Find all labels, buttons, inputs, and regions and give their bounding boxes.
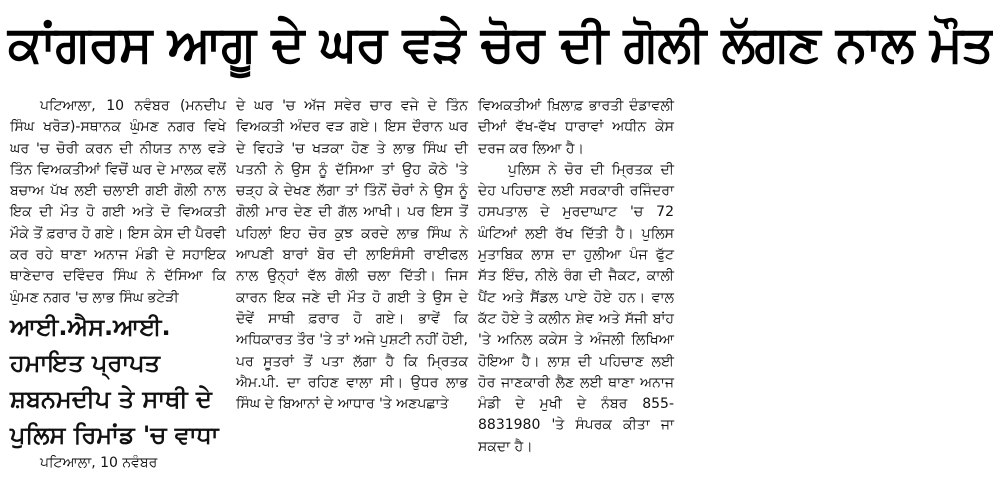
article-paragraph: ਪੁਲਿਸ ਨੇ ਚੋਰ ਦੀ ਮ੍ਰਿਤਕ ਦੀ ਦੇਹ ਪਹਿਚਾਣ ਲਈ ਸਰਕਾਰੀ ਰਜਿੰਦਰਾ ਹਸਪਤਾਲ ਦੇ ਮੁਰਦਾਘਾਟ 'ਚ 72 ਘੰਟਿਆਂ ਲਈ ਰੱਖ ਦਿੱਤੀ ਹੈ। ਪੁਲਿਸ ਮੁਤਾਬਿਕ ਲਾਸ਼ ਦਾ ਹੁਲੀਆ ਪੰਜ ਫੁੱਟ ਸੱਤ ਇੰਚ, ਨੀਲੇ ਰੰਗ ਦੀ ਜੈਕਟ, ਕਾਲੀ ਪੈਂਟ ਅਤੇ ਸੈਂਡਲ ਪਾਏ ਹੋਏ ਹਨ। ਵਾਲ ਕੱਟ ਹੋਏ ਤੇ ਕਲੀਨ ਸ਼ੇਵ ਅਤੇ ਸੱਜੀ ਬਾਂਹ 'ਤੇ ਅਨਿਲ ਕਕੇਸ ਤੇ ਅੰਜਲੀ ਲਿਖਿਆ ਹੋਇਆ ਹੈ। ਲਾਸ਼ ਦੀ ਪਹਿਚਾਣ ਲਈ ਹੋਰ ਜਾਣਕਾਰੀ ਲੈਣ ਲਈ ਥਾਣਾ ਅਨਾਜ ਮੰਡੀ ਦੇ ਮੁਖੀ ਦੇ ਨੰਬਰ 855-8831980 'ਤੇ ਸੰਪਰਕ ਕੀਤਾ ਜਾ ਸਕਦਾ ਹੈ। (478, 161, 674, 455)
article-paragraph: ਪਟਿਆਲਾ, 10 ਨਵੰਬਰ (ਮਨਦੀਪ ਸਿੰਘ ਖਰੋੜ)-ਸਥਾਨਕ ਘੁੰਮਣ ਨਗਰ ਵਿਖੇ ਘਰ 'ਚ ਚੋਰੀ ਕਰਨ ਦੀ ਨੀਯਤ ਨਾਲ ਵੜੇ ਤਿੰਨ ਵਿਅਕਤੀਆਂ ਵਿਚੋਂ ਘਰ ਦੇ ਮਾਲਕ ਵਲੋਂ ਬਚਾਅ ਪੱਖ ਲਈ ਚਲਾਈ ਗਈ ਗੋਲੀ ਨਾਲ ਇਕ ਦੀ ਮੌਤ ਹੋ ਗਈ ਅਤੇ ਦੋ ਵਿਅਕਤੀ ਮੌਕੇ ਤੋਂ ਫ਼ਰਾਰ ਹੋ ਗਏ। ਇਸ ਕੇਸ ਦੀ ਪੈਰਵੀ ਕਰ ਰਹੇ ਥਾਣਾ ਅਨਾਜ ਮੰਡੀ ਦੇ ਸਹਾਇਕ ਥਾਣੇਦਾਰ ਦਵਿੰਦਰ ਸਿੰਘ ਨੇ ਦੱਸਿਆ ਕਿ ਘੁੰਮਣ ਨਗਰ 'ਚ ਲਾਭ ਸਿੰਘ ਭਟੇੜੀ (10, 98, 226, 306)
sub-article-dateline: ਪਟਿਆਲਾ, 10 ਨਵੰਬਰ (40, 454, 158, 471)
article-paragraph: ਦੇ ਘਰ 'ਚ ਅੱਜ ਸਵੇਰ ਚਾਰ ਵਜੇ ਦੇ ਤਿੰਨ ਵਿਅਕਤੀ ਅੰਦਰ ਵੜ ਗਏ। ਇਸ ਦੌਰਾਨ ਘਰ ਦੇ ਵਿਹੜੇ 'ਚ ਖੜਕਾ ਹੋਣ ਤੇ ਲਾਭ ਸਿੰਘ ਦੀ ਪਤਨੀ ਨੇ ਉਸ ਨੂੰ ਦੱਸਿਆ ਤਾਂ ਉਹ ਕੋਠੇ 'ਤੇ ਚੜ੍ਹ ਕੇ ਦੇਖਣ ਲੱਗਾ ਤਾਂ ਤਿੰਨੋਂ ਚੋਰਾਂ ਨੇ ਉਸ ਨੂੰ ਗੋਲੀ ਮਾਰ ਦੇਣ ਦੀ ਗੱਲ ਆਖੀ। ਪਰ ਇਸ ਤੋਂ ਪਹਿਲਾਂ ਇਹ ਚੋਰ ਕੁਝ ਕਰਦੇ ਲਾਭ ਸਿੰਘ ਨੇ ਆਪਣੀ ਬਾਰਾਂ ਬੋਰ ਦੀ ਲਾਇਸੰਸੀ ਰਾਈਫਲ ਨਾਲ ਉਨ੍ਹਾਂ ਵੱਲ ਗੋਲੀ ਚਲਾ ਦਿੱਤੀ। ਜਿਸ ਕਾਰਨ ਇਕ ਜਣੇ ਦੀ ਮੌਤ ਹੋ ਗਈ ਤੇ ਉਸ ਦੇ ਦੋਵੇਂ ਸਾਥੀ ਫ਼ਰਾਰ ਹੋ ਗਏ। ਭਾਵੇਂ ਕਿ ਅਧਿਕਾਰਤ ਤੌਰ 'ਤੇ ਤਾਂ ਅਜੇ ਪੁਸ਼ਟੀ ਨਹੀਂ ਹੋਈ, ਪਰ ਸੂਤਰਾਂ ਤੋਂ ਪਤਾ ਲੱਗਾ ਹੈ ਕਿ ਮ੍ਰਿਤਕ ਐਮ.ਪੀ. ਦਾ ਰਹਿਣ ਵਾਲਾ ਸੀ। ਉਧਰ ਲਾਭ ਸਿੰਘ ਦੇ ਬਿਆਨਾਂ ਦੇ ਆਧਾਰ 'ਤੇ ਅਣਪਛਾਤੇ (236, 98, 468, 413)
article-column-2 (236, 96, 468, 480)
headline: ਕਾਂਗਰਸ ਆਗੂ ਦੇ ਘਰ ਵੜੇ ਚੋਰ ਦੀ ਗੋਲੀ ਲੱਗਣ ਨਾਲ ਮੌਤ (8, 15, 993, 73)
article-column-1 (10, 96, 226, 480)
article-paragraph: ਵਿਅਕਤੀਆਂ ਖ਼ਿਲਾਫ਼ ਭਾਰਤੀ ਦੰਡਾਵਲੀ ਦੀਆਂ ਵੱਖ-ਵੱਖ ਧਾਰਾਵਾਂ ਅਧੀਨ ਕੇਸ ਦਰਜ ਕਰ ਲਿਆ ਹੈ। (478, 98, 674, 157)
sub-headline: ਆਈ.ਐਸ.ਆਈ. ਹਮਾਇਤ ਪ੍ਰਾਪਤ ਸ਼ਬਨਮਦੀਪ ਤੇ ਸਾਥੀ ਦੇ ਪੁਲਿਸ ਰਿਮਾਂਡ 'ਚ ਵਾਧਾ (10, 312, 219, 449)
article-column-3 (478, 96, 674, 480)
